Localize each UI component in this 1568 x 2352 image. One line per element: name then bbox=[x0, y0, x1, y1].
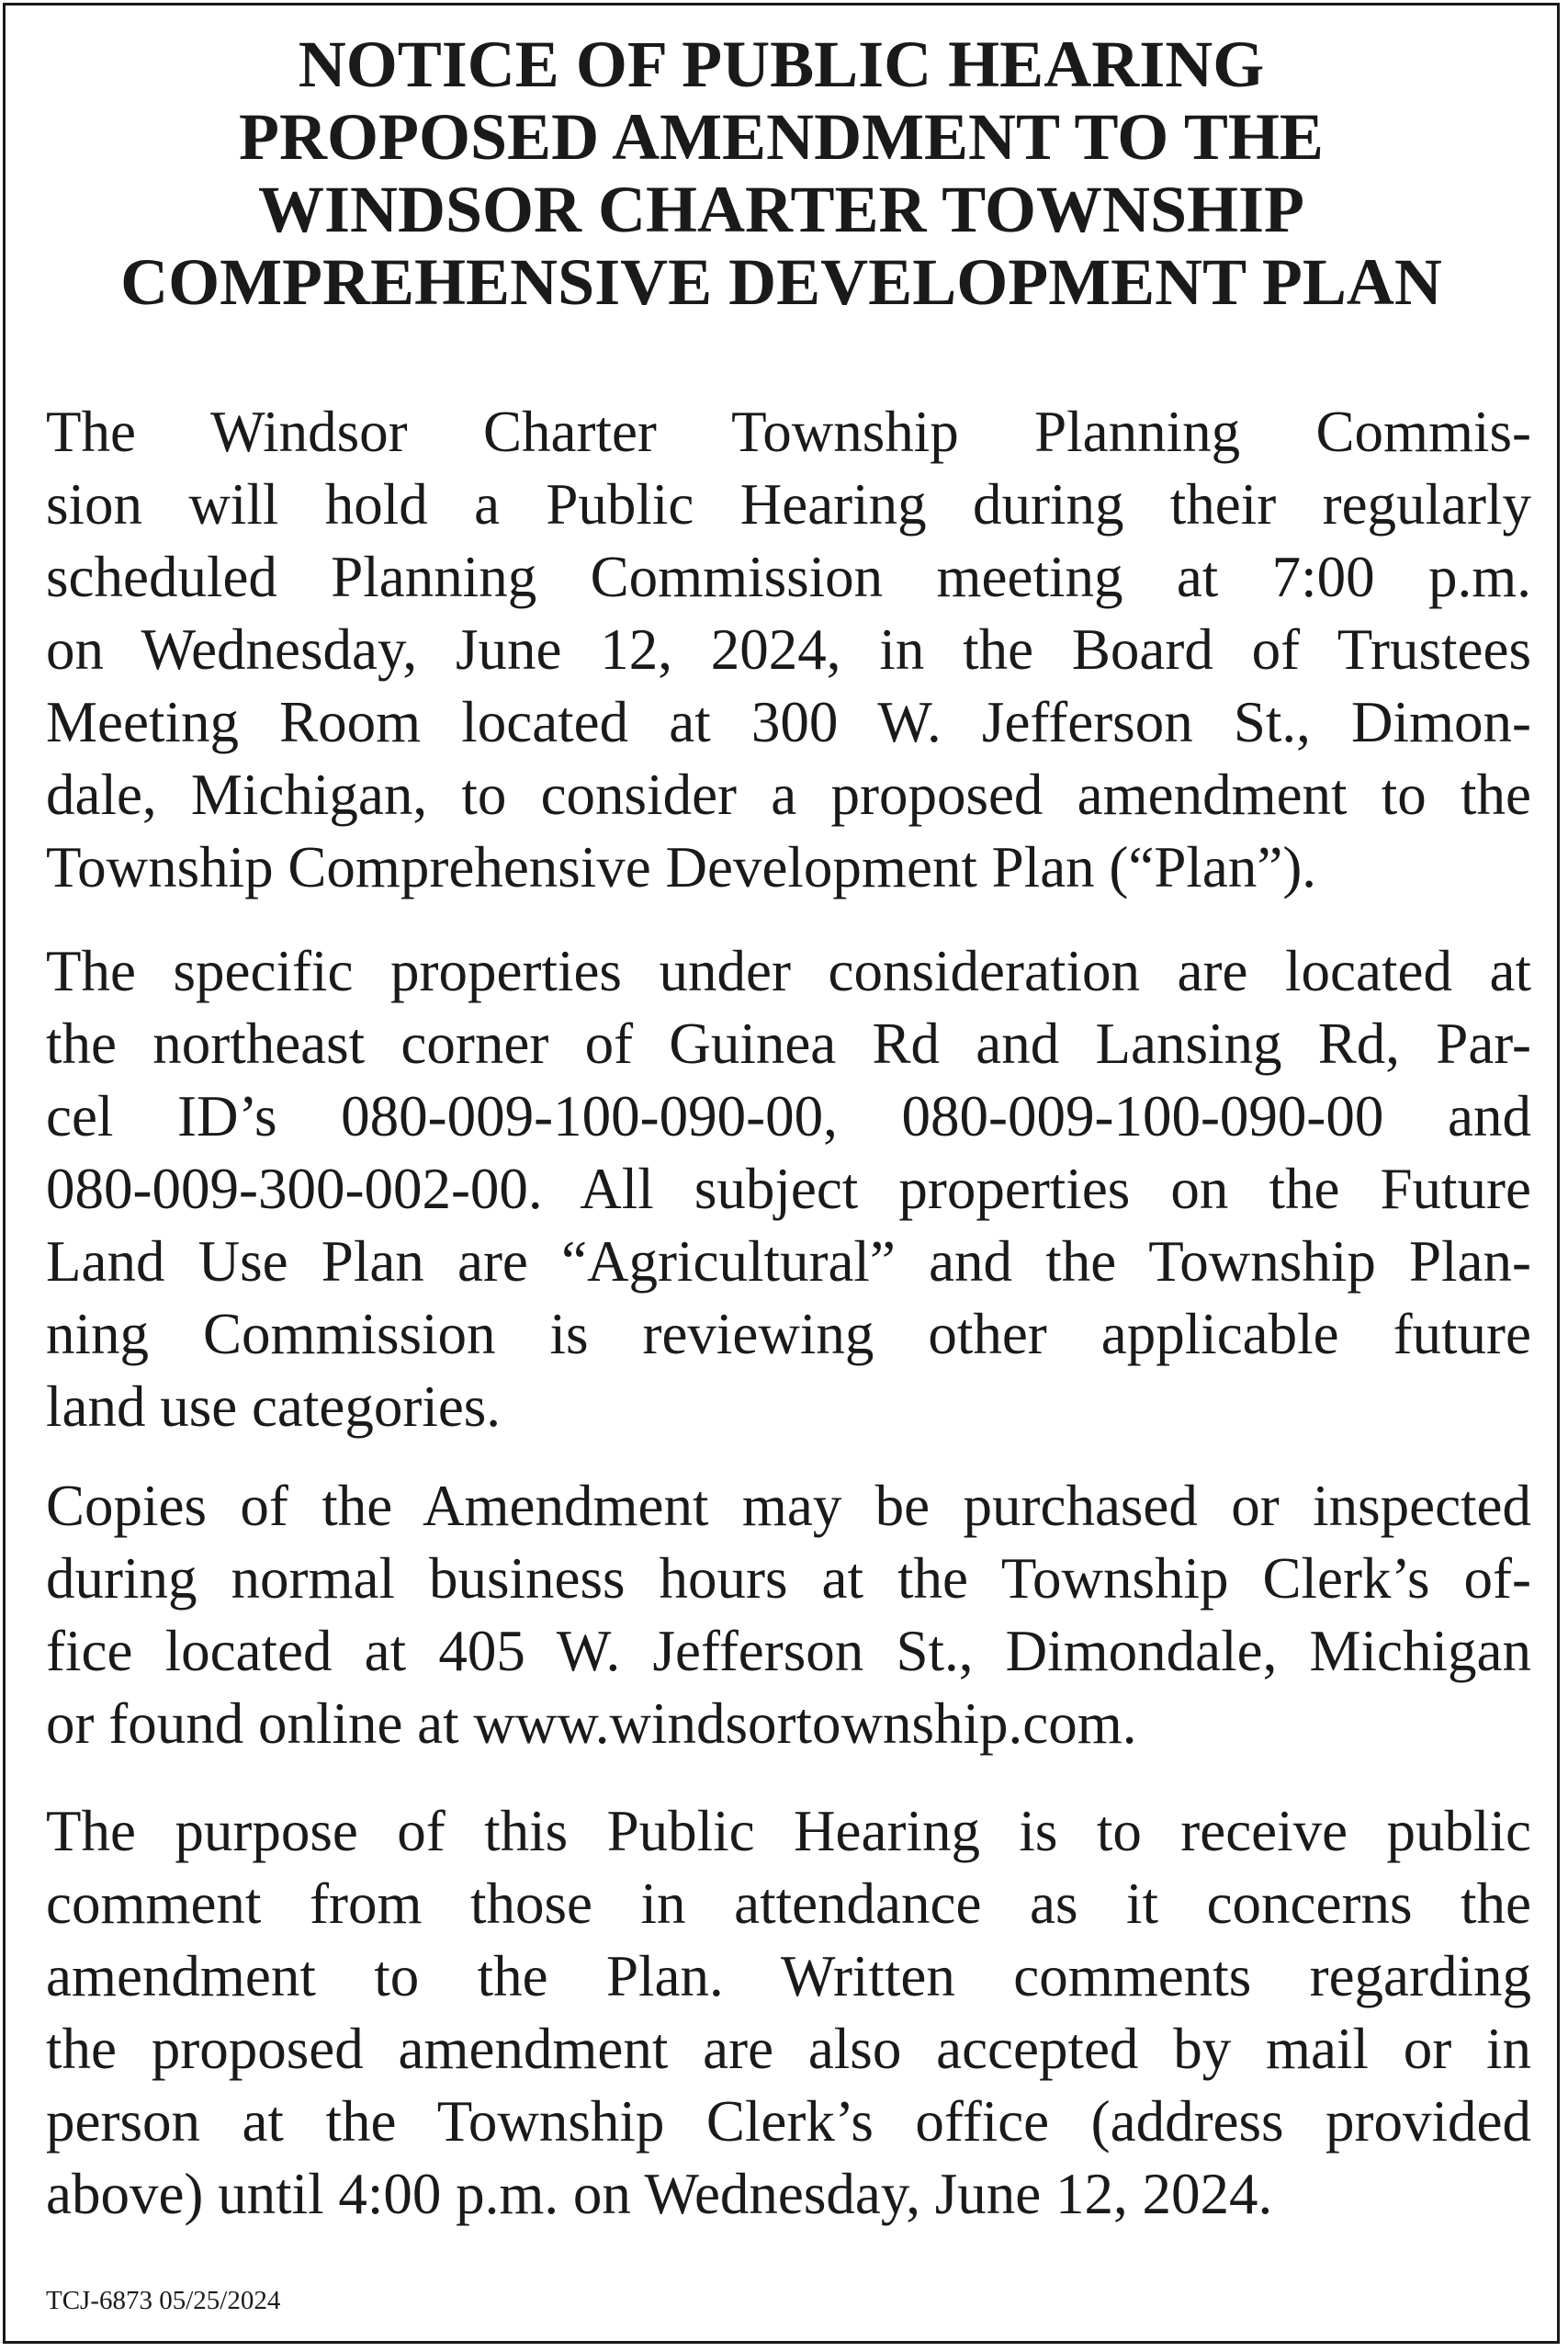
text-line: Township Comprehensive Development Plan (“Plan”). bbox=[46, 835, 1317, 899]
text-line: above) until 4:00 p.m. on Wednesday, June 12, 2024. bbox=[46, 2162, 1273, 2226]
text-line: Copies of the Amendment may be purchased or inspected bbox=[46, 1474, 1531, 1538]
text-line: The Windsor Charter Township Planning Commis- bbox=[46, 400, 1531, 464]
text-line: sion will hold a Public Hearing during their regularly bbox=[46, 472, 1531, 537]
paragraph-properties bbox=[46, 935, 1531, 1443]
publication-code: TCJ-6873 05/25/2024 bbox=[46, 2286, 281, 2315]
title-line: WINDSOR CHARTER TOWNSHIP bbox=[257, 173, 1305, 246]
text-line: dale, Michigan, to consider a proposed amendment to the bbox=[46, 763, 1531, 827]
legal-notice bbox=[3, 3, 1560, 2344]
text-line: the proposed amendment are also accepted by mail or in bbox=[46, 2017, 1531, 2081]
paragraph-hearing-details bbox=[46, 396, 1531, 904]
text-line: or found online at www.windsortownship.com. bbox=[46, 1691, 1137, 1756]
text-line: fice located at 405 W. Jefferson St., Dimondale, Michigan bbox=[46, 1619, 1531, 1683]
paragraph-copies bbox=[46, 1470, 1531, 1760]
text-line: ning Commission is reviewing other applicable future bbox=[46, 1302, 1531, 1366]
text-line: 080-009-300-002-00. All subject properties on the Future bbox=[46, 1157, 1531, 1221]
paragraph-purpose bbox=[46, 1795, 1531, 2231]
title-line: PROPOSED AMENDMENT TO THE bbox=[239, 100, 1324, 174]
text-line: comment from those in attendance as it concerns the bbox=[46, 1871, 1531, 1936]
notice-title bbox=[6, 28, 1557, 319]
title-line: COMPREHENSIVE DEVELOPMENT PLAN bbox=[120, 245, 1442, 319]
text-line: The purpose of this Public Hearing is to receive public bbox=[46, 1799, 1531, 1863]
text-line: cel ID’s 080-009-100-090-00, 080-009-100-090-00 and bbox=[46, 1084, 1531, 1148]
title-line: NOTICE OF PUBLIC HEARING bbox=[298, 28, 1265, 101]
text-line: The specific properties under consideration are located at bbox=[46, 939, 1531, 1003]
text-line: during normal business hours at the Township Clerk’s of- bbox=[46, 1546, 1531, 1611]
text-line: Land Use Plan are “Agricultural” and the Township Plan- bbox=[46, 1229, 1531, 1294]
text-line: the northeast corner of Guinea Rd and Lansing Rd, Par- bbox=[46, 1012, 1531, 1076]
text-line: person at the Township Clerk’s office (address provided bbox=[46, 2089, 1531, 2154]
text-line: land use categories. bbox=[46, 1374, 502, 1439]
text-line: amendment to the Plan. Written comments regarding bbox=[46, 1944, 1531, 2008]
text-line: Meeting Room located at 300 W. Jefferson St., Dimon- bbox=[46, 690, 1531, 754]
text-line: scheduled Planning Commission meeting at 7:00 p.m. bbox=[46, 545, 1531, 609]
text-line: on Wednesday, June 12, 2024, in the Board of Trustees bbox=[46, 617, 1531, 682]
